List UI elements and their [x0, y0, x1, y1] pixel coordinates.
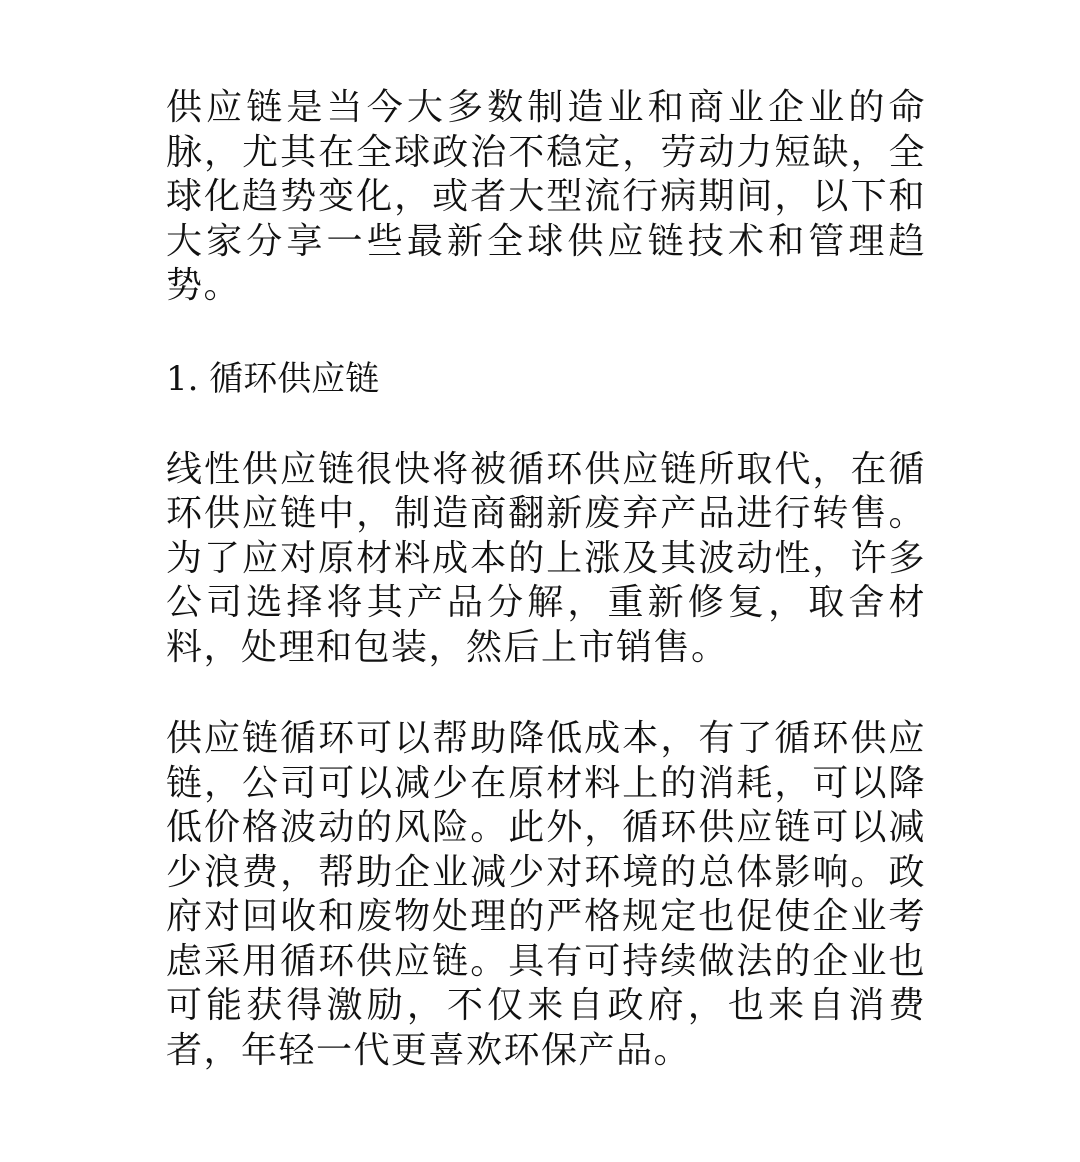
section-paragraph-2: 供应链循环可以帮助降低成本，有了循环供应链，公司可以减少在原材料上的消耗，可以降低价格波动的风险。此外，循环供应链可以减少浪费，帮助企业减少对环境的总体影响。政府对回收和废物处理的严格规定也促使企业考虑采用循环供应链。具有可持续做法的企业也可能获得激励，不仅来自政府，也来自消费者，年轻一代更喜欢环保产品。 — [166, 718, 926, 1071]
section-heading: 1. 循环供应链 — [166, 358, 380, 399]
intro-paragraph: 供应链是当今大多数制造业和商业企业的命脉，尤其在全球政治不稳定，劳动力短缺，全球化趋势变化，或者大型流行病期间，以下和大家分享一些最新全球供应链技术和管理趋势。 — [166, 87, 926, 306]
article-body — [166, 86, 926, 1073]
section-paragraph-1: 线性供应链很快将被循环供应链所取代，在循环供应链中，制造商翻新废弃产品进行转售。为了应对原材料成本的上涨及其波动性，许多公司选择将其产品分解，重新修复，取舍材料，处理和包装，然后上市销售。 — [166, 448, 926, 668]
